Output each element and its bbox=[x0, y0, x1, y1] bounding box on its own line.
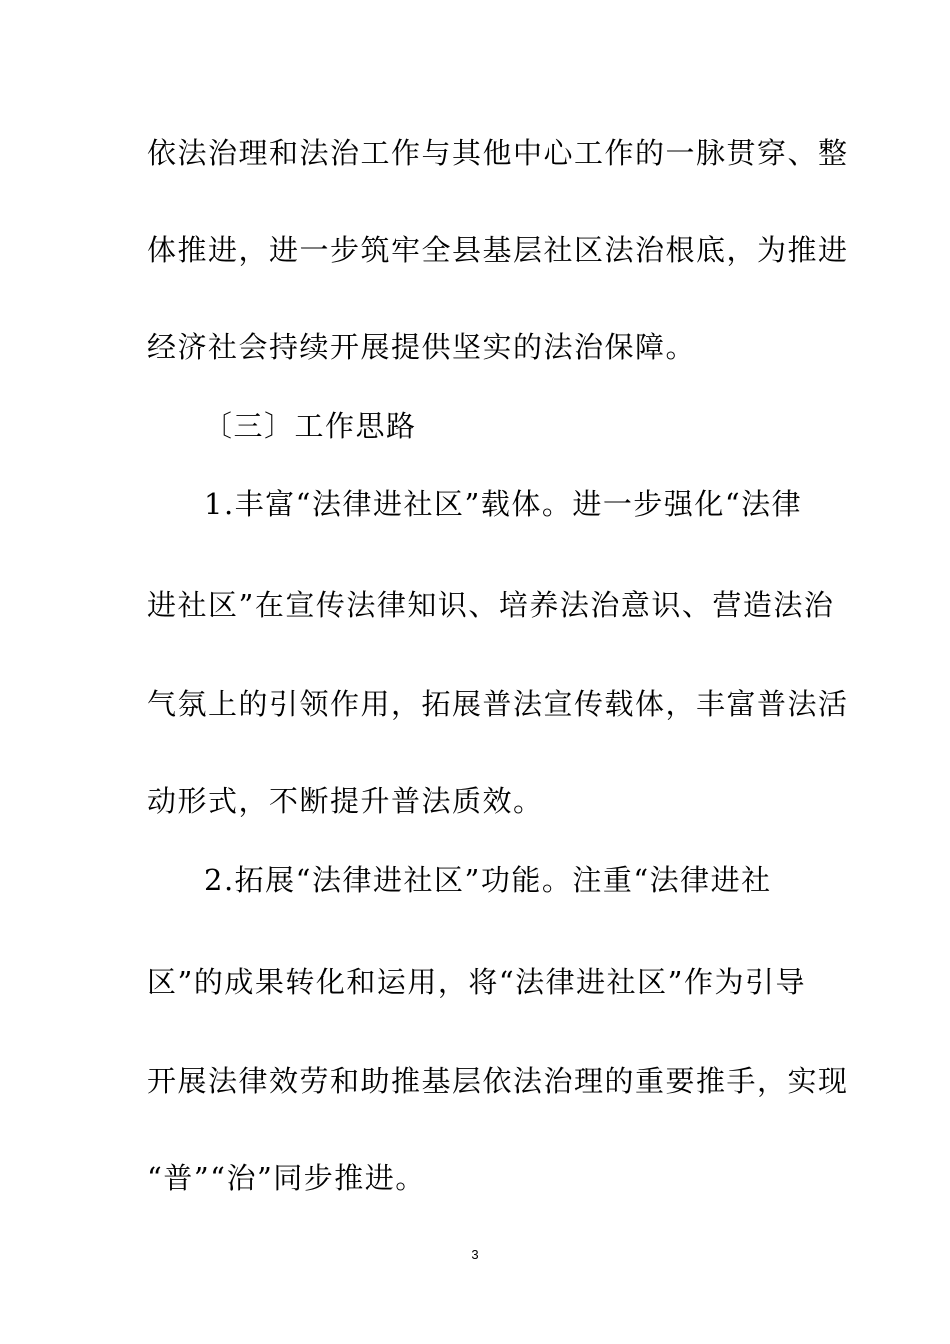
body-text-line: 经济社会持续开展提供坚实的法治保障。 bbox=[147, 330, 697, 364]
body-text-line: 开展法律效劳和助推基层依法治理的重要推手，实现 bbox=[147, 1064, 849, 1098]
body-text-line: 进社区”在宣传法律知识、培养法治意识、营造法治 bbox=[147, 588, 835, 622]
body-text-line: “普”“治”同步推进。 bbox=[147, 1161, 426, 1195]
body-text-line: 1.丰富“法律进社区”载体。进一步强化“法律 bbox=[204, 487, 803, 521]
page-number: 3 bbox=[471, 1247, 479, 1262]
body-text-line: 区”的成果转化和运用，将“法律进社区”作为引导 bbox=[147, 965, 806, 999]
body-text-line: 2.拓展“法律进社区”功能。注重“法律进社 bbox=[204, 863, 772, 897]
body-text-line: 体推进，进一步筑牢全县基层社区法治根底，为推进 bbox=[147, 233, 849, 267]
section-heading: 〔三〕工作思路 bbox=[203, 409, 417, 443]
body-text-line: 气氛上的引领作用，拓展普法宣传载体，丰富普法活 bbox=[147, 687, 849, 721]
body-text-line: 动形式，不断提升普法质效。 bbox=[147, 784, 544, 818]
body-text-line: 依法治理和法治工作与其他中心工作的一脉贯穿、整 bbox=[147, 136, 849, 170]
